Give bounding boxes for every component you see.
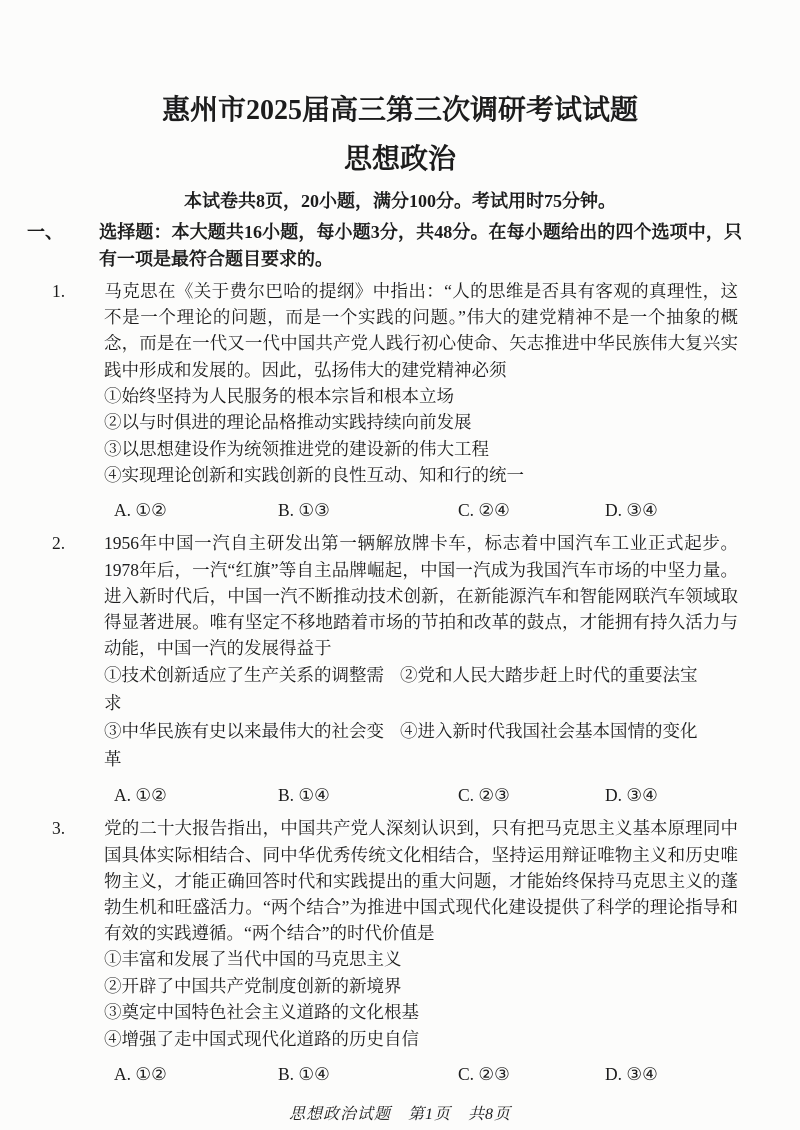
section-heading-text: 选择题：本大题共16小题，每小题3分，共48分。在每小题给出的四个选项中，只有一项是最符合题目要求的。 [99, 222, 742, 269]
question-1-stem [0, 278, 800, 383]
question-2-stem [0, 530, 800, 661]
question-1-item-2: ②以与时俱进的理论品格推动实践持续向前发展 [104, 412, 472, 433]
question-3-choice-b: B. ①④ [278, 1064, 330, 1085]
question-2-item-3: ③中华民族有史以来最伟大的社会变革 [104, 721, 384, 770]
section-number: 一、 [27, 222, 63, 242]
question-2-number: 2. [52, 533, 66, 554]
question-3-choices [0, 1061, 800, 1087]
question-2-choices [0, 782, 800, 808]
question-3-stem-text: 党的二十大报告指出，中国共产党人深刻认识到，只有把马克思主义基本原理同中国具体实际相结合、同中华优秀传统文化相结合，坚持运用辩证唯物主义和历史唯物主义，才能正确回答时代和实践提出的重大问题，才能始终保持马克思主义的蓬勃生机和旺盛活力。“两个结合”为推进中国式现代化建设提供了科学的理论指导和有效的实践遵循。“两个结合”的时代价值是 [104, 818, 738, 944]
question-2-stem-text: 1956年中国一汽自主研发出第一辆解放牌卡车，标志着中国汽车工业正式起步。1978年后，一汽“红旗”等自主品牌崛起，中国一汽成为我国汽车市场的中坚力量。进入新时代后，中国一汽不断推动技术创新，在新能源汽车和智能网联汽车领域取得显著进展。唯有坚定不移地踏着市场的节拍和改革的鼓点，才能拥有持久活力与动能，中国一汽的发展得益于 [104, 533, 738, 659]
question-3-item-1: ①丰富和发展了当代中国的马克思主义 [104, 949, 402, 970]
question-2-item-row-2 [0, 717, 800, 773]
question-2-item-row-1 [0, 661, 800, 717]
question-2-choice-d: D. ③④ [605, 785, 658, 806]
question-2-item-2: ②党和人民大踏步赶上时代的重要法宝 [400, 665, 698, 686]
page-footer: 思想政治试题 第1页 共8页 [288, 1106, 511, 1124]
question-3-item-3: ③奠定中国特色社会主义道路的文化根基 [104, 1002, 419, 1023]
question-2 [0, 530, 800, 808]
question-2-item-4: ④进入新时代我国社会基本国情的变化 [400, 721, 698, 742]
question-3-choice-a: A. ①② [114, 1064, 167, 1085]
question-1 [0, 278, 800, 523]
question-1-choice-c: C. ②④ [458, 500, 510, 521]
question-1-choice-a: A. ①② [114, 500, 167, 521]
question-3 [0, 815, 800, 1087]
question-2-choice-b: B. ①④ [278, 785, 330, 806]
question-3-item-4: ④增强了走中国式现代化道路的历史自信 [104, 1028, 419, 1049]
question-3-item-2: ②开辟了中国共产党制度创新的新境界 [104, 975, 402, 996]
exam-title: 惠州市2025届高三第三次调研考试试题 [161, 95, 638, 126]
question-3-number: 3. [52, 818, 66, 839]
question-2-item-1: ①技术创新适应了生产关系的调整需求 [104, 665, 384, 714]
question-3-choice-c: C. ②③ [458, 1064, 510, 1085]
question-1-item-1: ①始终坚持为人民服务的根本宗旨和根本立场 [104, 385, 454, 406]
question-1-item-4: ④实现理论创新和实践创新的良性互动、知和行的统一 [104, 465, 524, 486]
section-heading [0, 214, 800, 275]
question-1-choice-d: D. ③④ [605, 500, 658, 521]
exam-info-line: 本试卷共8页，20小题，满分100分。考试用时75分钟。 [184, 191, 616, 211]
question-3-choice-d: D. ③④ [605, 1064, 658, 1085]
question-3-stem [0, 815, 800, 946]
question-1-item-3: ③以思想建设作为统领推进党的建设新的伟大工程 [104, 438, 489, 459]
question-2-choice-c: C. ②③ [458, 785, 510, 806]
question-1-choice-b: B. ①③ [278, 500, 330, 521]
question-1-number: 1. [52, 281, 66, 301]
exam-subject: 思想政治 [343, 144, 456, 175]
question-2-choice-a: A. ①② [114, 785, 167, 806]
question-1-stem-text: 马克思在《关于费尔巴哈的提纲》中指出：“人的思维是否具有客观的真理性，这不是一个理论的问题，而是一个实践的问题。”伟大的建党精神不是一个抽象的概念，而是在一代又一代中国共产党人践行初心使命、矢志推进中华民族伟大复兴实践中形成和发展的。因此，弘扬伟大的建党精神必须 [104, 281, 738, 380]
question-1-choices [0, 497, 800, 523]
